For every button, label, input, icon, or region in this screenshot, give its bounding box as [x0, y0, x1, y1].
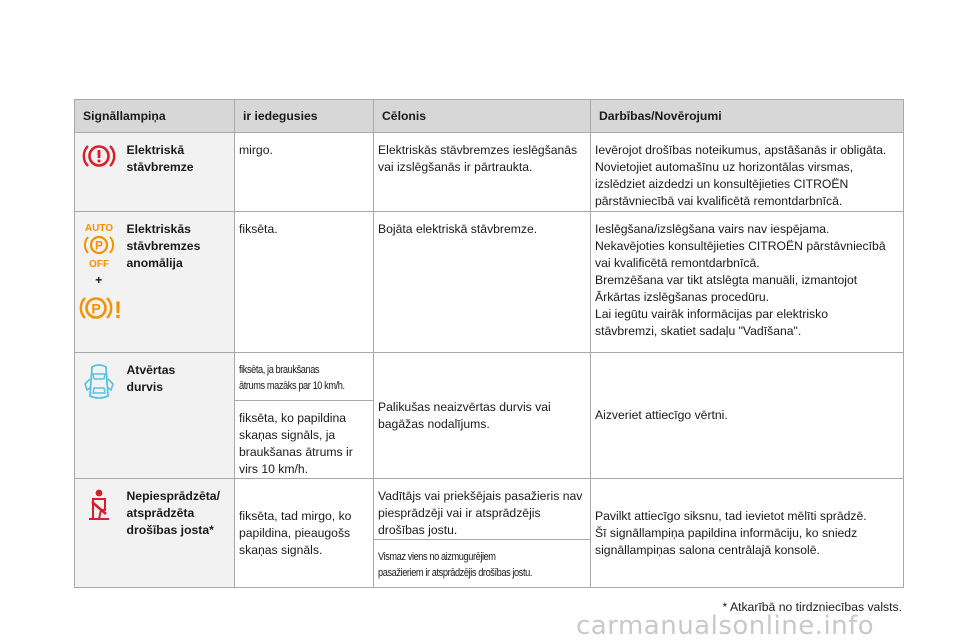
- action-line: pārstāvniecībā vai kvalificētā remontdarbnīcā.: [595, 194, 843, 208]
- fault-p-letter: P: [91, 300, 101, 317]
- lamp-name: Elektriskā stāvbremze: [123, 133, 235, 212]
- lamp-state-high-speed: fiksēta, ko papildina skaņas signāls, ja braukšanas ātrums ir virs 10 km/h.: [235, 401, 374, 479]
- lamp-cause: Elektriskās stāvbremzes ieslēgšanās vai izslēgšanās ir pārtraukta.: [374, 133, 591, 212]
- lamp-name: Nepiesprādzēta/ atsprādzēta drošības josta*: [123, 479, 235, 588]
- header-cause: Cēlonis: [374, 100, 591, 133]
- lamp-name: Atvērtas durvis: [123, 353, 235, 479]
- table-row-parking-brake: [75, 133, 904, 212]
- warning-lights-table: [74, 99, 904, 588]
- rear-passenger-note: Vismaz viens no aizmugurējiem pasažieriem ir atsprādzējis drošības jostu.: [378, 551, 532, 579]
- parking-brake-warning-icon: [82, 142, 116, 175]
- header-state: ir iedegusies: [235, 100, 374, 133]
- parking-brake-fault-icon: [79, 293, 125, 328]
- lamp-action: Aizveriet attiecīgo vērtni.: [591, 353, 904, 479]
- icon-cell: [75, 133, 123, 212]
- lamp-name: Elektriskās stāvbremzes anomālija: [123, 212, 235, 353]
- action-line: Ieslēgšana/izslēgšana vairs nav iespējama.: [595, 222, 830, 236]
- lamp-cause: Palikušas neaizvērtas durvis vai bagāžas nodalījums.: [374, 353, 591, 479]
- action-line: izslēdziet aizdedzi un konsultējieties CITROËN: [595, 177, 849, 191]
- lamp-state: fiksēta, tad mirgo, ko papildina, pieaugošs skaņas signāls.: [235, 479, 374, 588]
- lamp-state-low-speed: [235, 353, 374, 401]
- table-row-seatbelt: [75, 479, 904, 540]
- table-header-row: [75, 100, 904, 133]
- action-line: Ievērojot drošības noteikumus, apstāšanās ir obligāta.: [595, 143, 887, 157]
- lamp-cause-rear: [374, 540, 591, 588]
- watermark: carmanualsonline.info: [576, 611, 875, 641]
- icon-cell: [75, 353, 123, 479]
- low-speed-note: fiksēta, ja braukšanas ātrums mazāks par 10 km/h.: [239, 364, 345, 392]
- lamp-action: [591, 212, 904, 353]
- off-label: OFF: [89, 259, 109, 269]
- action-line: Pavilkt attiecīgo siksnu, tad ievietot mēlīti sprādzē.: [595, 508, 867, 523]
- auto-p-off-icon: [79, 221, 119, 274]
- action-line: vai kvalificētā remontdarbnīcā.: [595, 256, 760, 270]
- auto-p-letter: P: [94, 238, 104, 253]
- action-line: Ārkārtas izslēgšanas procedūru.: [595, 290, 770, 304]
- lamp-action: [591, 133, 904, 212]
- footnote: * Atkarībā no tirdzniecības valsts.: [722, 600, 902, 614]
- action-line: Novietojiet automašīnu uz horizontālas virsmas,: [595, 160, 854, 174]
- auto-label: AUTO: [84, 223, 114, 234]
- action-line: stāvbremzi, skatiet sadaļu "Vadīšana".: [595, 324, 802, 338]
- lamp-cause: Bojāta elektriskā stāvbremze.: [374, 212, 591, 353]
- icon-cell: [75, 479, 123, 588]
- action-line: signāllampiņas salona centrālajā konsolē.: [595, 542, 820, 557]
- table-row-parking-brake-fault: [75, 212, 904, 353]
- icon-cell: [75, 212, 123, 353]
- lamp-action: [591, 479, 904, 588]
- open-door-car-icon: [84, 362, 114, 407]
- lamp-state: fiksēta.: [235, 212, 374, 353]
- fault-exclamation: !: [114, 297, 122, 323]
- action-line: Šī signāllampiņa papildina informāciju, ko sniedz: [595, 525, 858, 540]
- header-actions: Darbības/Novērojumi: [591, 100, 904, 133]
- action-line: Nekavējoties konsultējieties CITROËN pārstāvniecībā: [595, 239, 886, 253]
- action-line: Bremzēšana var tikt atslēgta manuāli, izmantojot: [595, 273, 858, 287]
- lamp-state: mirgo.: [235, 133, 374, 212]
- seatbelt-warning-icon: [84, 488, 114, 527]
- plus-sign: +: [95, 273, 103, 287]
- lamp-cause-front: Vadītājs vai priekšējais pasažieris nav piesprādzēji vai ir atsprādzējis drošības jostu.: [374, 479, 591, 540]
- table-row-open-door: [75, 353, 904, 401]
- action-line: Lai iegūtu vairāk informācijas par elektrisko: [595, 307, 829, 321]
- header-signal-lamp: Signāllampiņa: [75, 100, 235, 133]
